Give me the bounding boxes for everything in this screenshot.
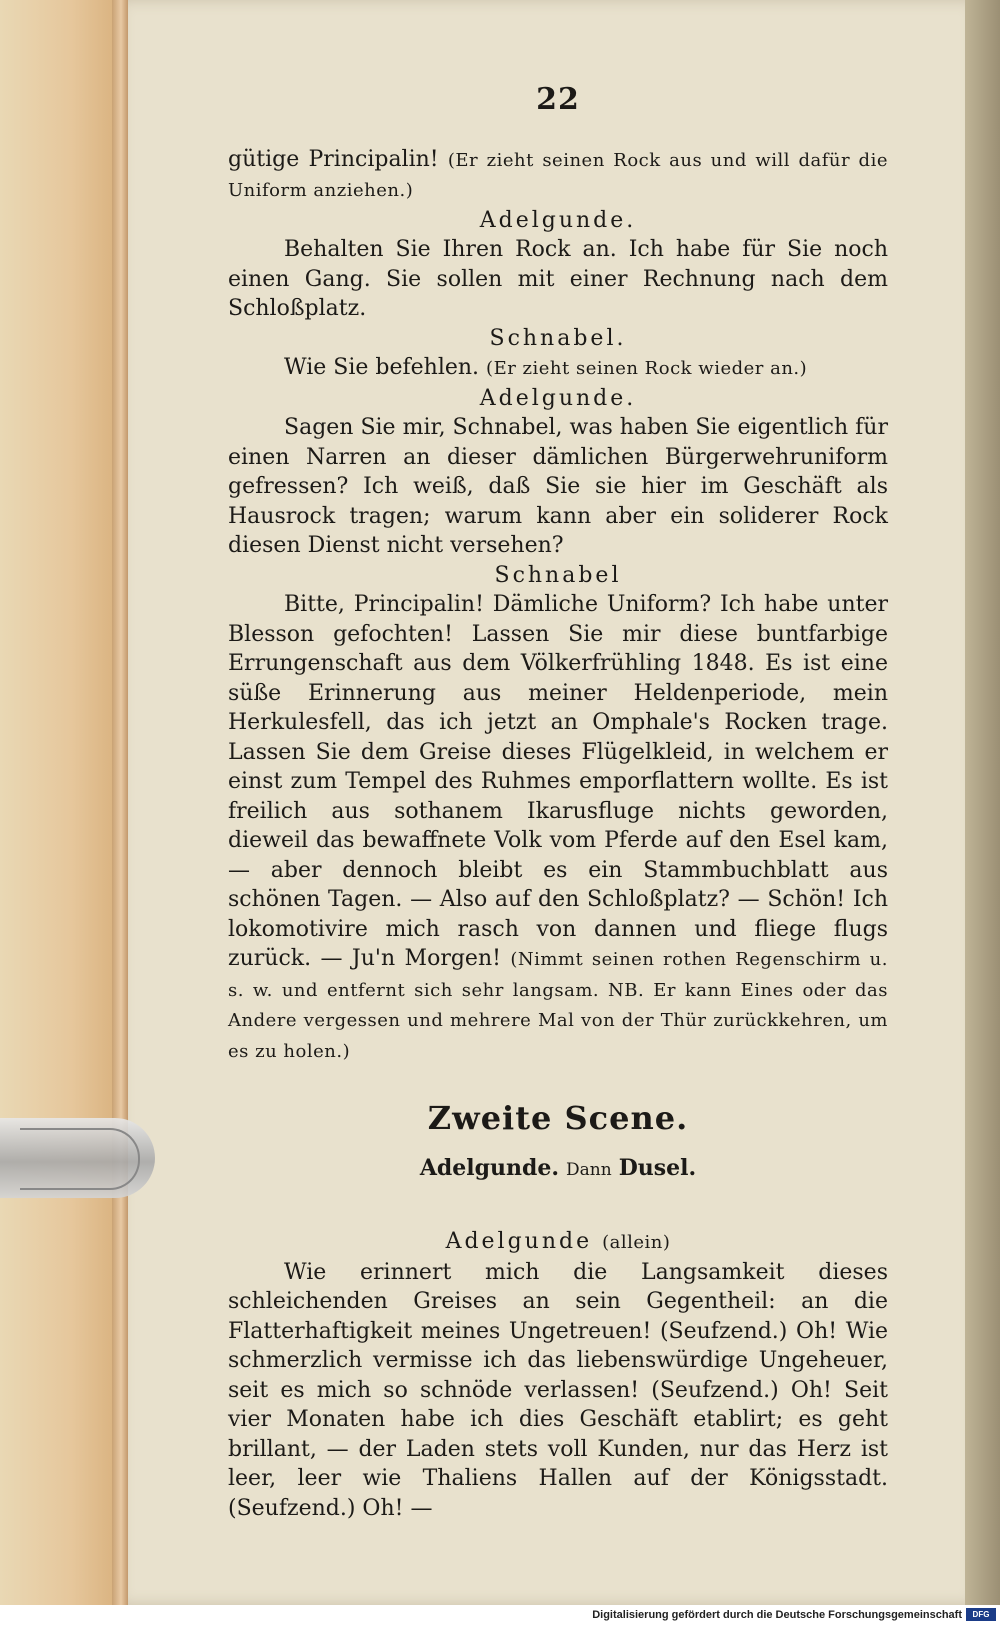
page-clip-wire bbox=[20, 1128, 140, 1190]
text-paragraph: Wie erinnert mich die Langsamkeit dieses schleichenden Greises an sein Gegentheil: an die Flatterhaftigkeit meines Ungetreuen! (Seufzend.) Oh! Wie schmerzlich vermisse ich das liebenswürdige Ungeheuer, seit es mich so schnöde verlassen! (Seufzend.) Oh! Seit vier Monaten habe ich dies Geschäft etablirt; es geht brillant, — der Laden stets voll Kunden, nur das Herz ist leer, leer wie Thaliens Hallen auf der Königsstadt. (Seufzend.) Oh! — bbox=[228, 1259, 888, 1521]
cast-name: Adelgunde. bbox=[419, 1154, 560, 1181]
text-paragraph: Bitte, Principalin! Dämliche Uniform? Ich habe unter Blesson gefochten! Lassen Sie mir diese buntfarbige Errungenschaft aus dem Völkerfrühling 1848. Es ist eine süße Erinnerung aus meiner Heldenperiode, mein Herkulesfell, das ich jetzt an Omphale's Rocken trage. Lassen Sie dem Greise dieses Flügelkleid, in welchem er einst zum Tempel des Ruhmes emporflattern wollte. Es ist freilich aus sothanem Ikarusfluge nichts geworden, dieweil das bewaffnete Volk vom Pferde auf den Esel kam, — aber dennoch bleibt es ein Stammbuchblatt aus schönen Tagen. — Also auf den Schloßplatz? — Schön! Ich lokomotivire mich rasch von dannen und fliege flugs zurück. — Ju'n Morgen! (Nimmt seinen rothen Regenschirm u. s. w. und entfernt sich sehr langsam. NB. Er kann Eines oder das Andere vergessen und mehrere Mal von der Thür zurückkehren, um es zu holen.) bbox=[228, 592, 888, 1062]
page-number: 22 bbox=[536, 82, 580, 117]
speaker-name: Adelgunde. bbox=[479, 207, 637, 233]
stage-direction: (Nimmt seinen rothen Regenschirm u. s. w. und entfernt sich sehr langsam. NB. Er kann Eines oder das Andere vergessen und mehrere Mal von der Thür zurückkehren, um es zu holen.) bbox=[228, 949, 888, 1062]
footer-credit: Digitalisierung gefördert durch die Deutsche Forschungsgemeinschaft bbox=[592, 1609, 962, 1621]
stage-direction: (allein) bbox=[602, 1232, 671, 1253]
footer-bar bbox=[0, 1605, 1000, 1625]
text-paragraph: Behalten Sie Ihren Rock an. Ich habe für Sie noch einen Gang. Sie sollen mit einer Rechnung nach dem Schloßplatz. bbox=[228, 237, 888, 321]
speaker-name: Schnabel. bbox=[489, 325, 627, 351]
text-paragraph: gütige Principalin! (Er zieht seinen Rock aus und will dafür die Uniform anziehen.) bbox=[228, 146, 888, 201]
speaker-name: Adelgunde. bbox=[479, 385, 637, 411]
cast-then: Dann bbox=[566, 1159, 612, 1180]
book-edge-right bbox=[965, 0, 1000, 1605]
stage-direction: (Er zieht seinen Rock wieder an.) bbox=[486, 358, 808, 379]
book-edge-left bbox=[0, 0, 118, 1625]
scene-title: Zweite Scene. bbox=[427, 1099, 689, 1137]
stage-direction: (Er zieht seinen Rock aus und will dafür die Uniform anziehen.) bbox=[228, 149, 888, 201]
cast-name: Dusel. bbox=[618, 1154, 697, 1181]
text-paragraph: Wie Sie befehlen. (Er zieht seinen Rock wieder an.) bbox=[284, 355, 808, 380]
dfg-logo-icon: DFG bbox=[966, 1608, 996, 1621]
page-text bbox=[228, 82, 888, 1523]
scene-cast bbox=[228, 1154, 888, 1186]
speaker-name: Adelgunde (allein) bbox=[445, 1229, 671, 1254]
text-paragraph: Sagen Sie mir, Schnabel, was haben Sie eigentlich für einen Narren an dieser dämlichen Bürgerwehruniform gefressen? Ich weiß, daß Sie sie hier im Geschäft als Hausrock tragen; warum kann aber ein soliderer Rock diesen Dienst nicht versehen? bbox=[228, 415, 888, 558]
speaker-name: Schnabel bbox=[494, 562, 622, 588]
